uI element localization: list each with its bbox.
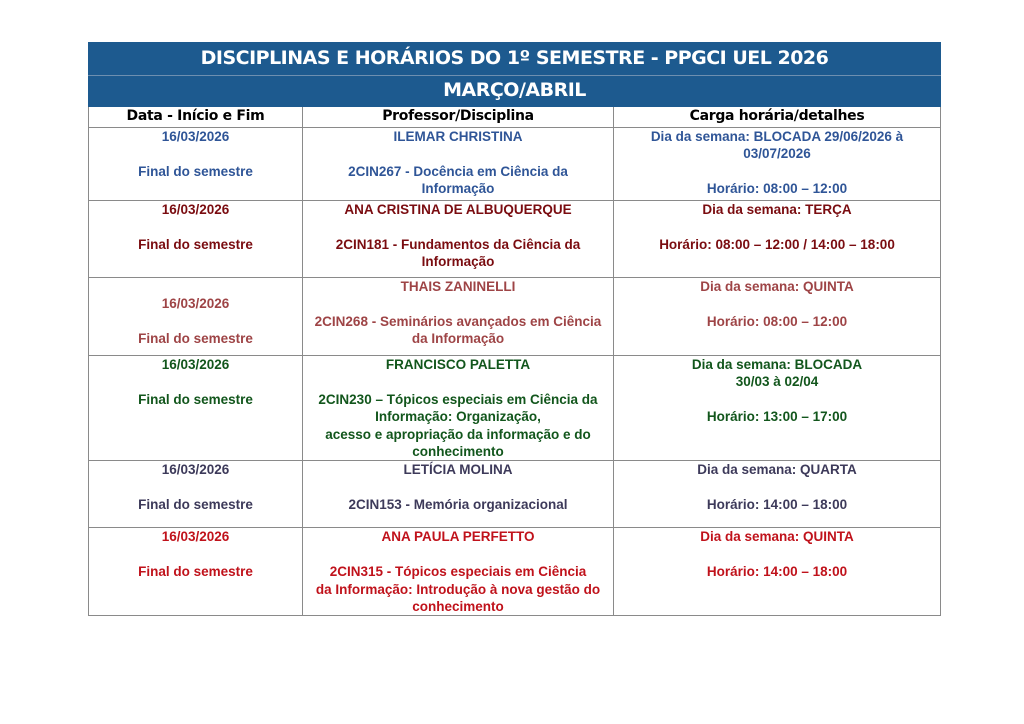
details-cell: Dia da semana: QUARTA Horário: 14:00 – 18:00 (614, 461, 941, 528)
details-cell: Dia da semana: TERÇA Horário: 08:00 – 12:00 / 14:00 – 18:00 (614, 201, 941, 278)
table-row (89, 356, 941, 461)
details-cell: Dia da semana: QUINTA Horário: 14:00 – 18:00 (614, 528, 941, 616)
professor-cell: LETÍCIA MOLINA 2CIN153 - Memória organizacional (303, 461, 614, 528)
table-row (89, 128, 941, 201)
header-professor: Professor/Disciplina (303, 107, 614, 128)
table-title: DISCIPLINAS E HORÁRIOS DO 1º SEMESTRE - PPGCI UEL 2026 (89, 43, 941, 76)
professor-cell: ANA PAULA PERFETTO 2CIN315 - Tópicos especiais em Ciência da Informação: Introdução à nova gestão do conhecimento (303, 528, 614, 616)
professor-cell: THAIS ZANINELLI 2CIN268 - Seminários avançados em Ciência da Informação (303, 278, 614, 356)
schedule-table (88, 42, 941, 616)
professor-cell: ANA CRISTINA DE ALBUQUERQUE 2CIN181 - Fundamentos da Ciência da Informação (303, 201, 614, 278)
date-cell: 16/03/2026 Final do semestre (89, 128, 303, 201)
date-cell: 16/03/2026 Final do semestre (89, 201, 303, 278)
header-details: Carga horária/detalhes (614, 107, 941, 128)
details-cell: Dia da semana: BLOCADA 29/06/2026 à 03/07/2026 Horário: 08:00 – 12:00 (614, 128, 941, 201)
date-cell: 16/03/2026 Final do semestre (89, 528, 303, 616)
table-row (89, 528, 941, 616)
date-cell: 16/03/2026 Final do semestre (89, 461, 303, 528)
table-subtitle: MARÇO/ABRIL (89, 76, 941, 107)
table-row (89, 461, 941, 528)
professor-cell: ILEMAR CHRISTINA 2CIN267 - Docência em Ciência da Informação (303, 128, 614, 201)
header-date: Data - Início e Fim (89, 107, 303, 128)
professor-cell: FRANCISCO PALETTA 2CIN230 – Tópicos especiais em Ciência da Informação: Organização, acesso e apropriação da informação e do conhecimento (303, 356, 614, 461)
date-cell: 16/03/2026 Final do semestre (89, 356, 303, 461)
date-cell: 16/03/2026 Final do semestre (89, 278, 303, 356)
details-cell: Dia da semana: BLOCADA 30/03 à 02/04 Horário: 13:00 – 17:00 (614, 356, 941, 461)
table-row (89, 278, 941, 356)
table-row (89, 201, 941, 278)
details-cell: Dia da semana: QUINTA Horário: 08:00 – 12:00 (614, 278, 941, 356)
